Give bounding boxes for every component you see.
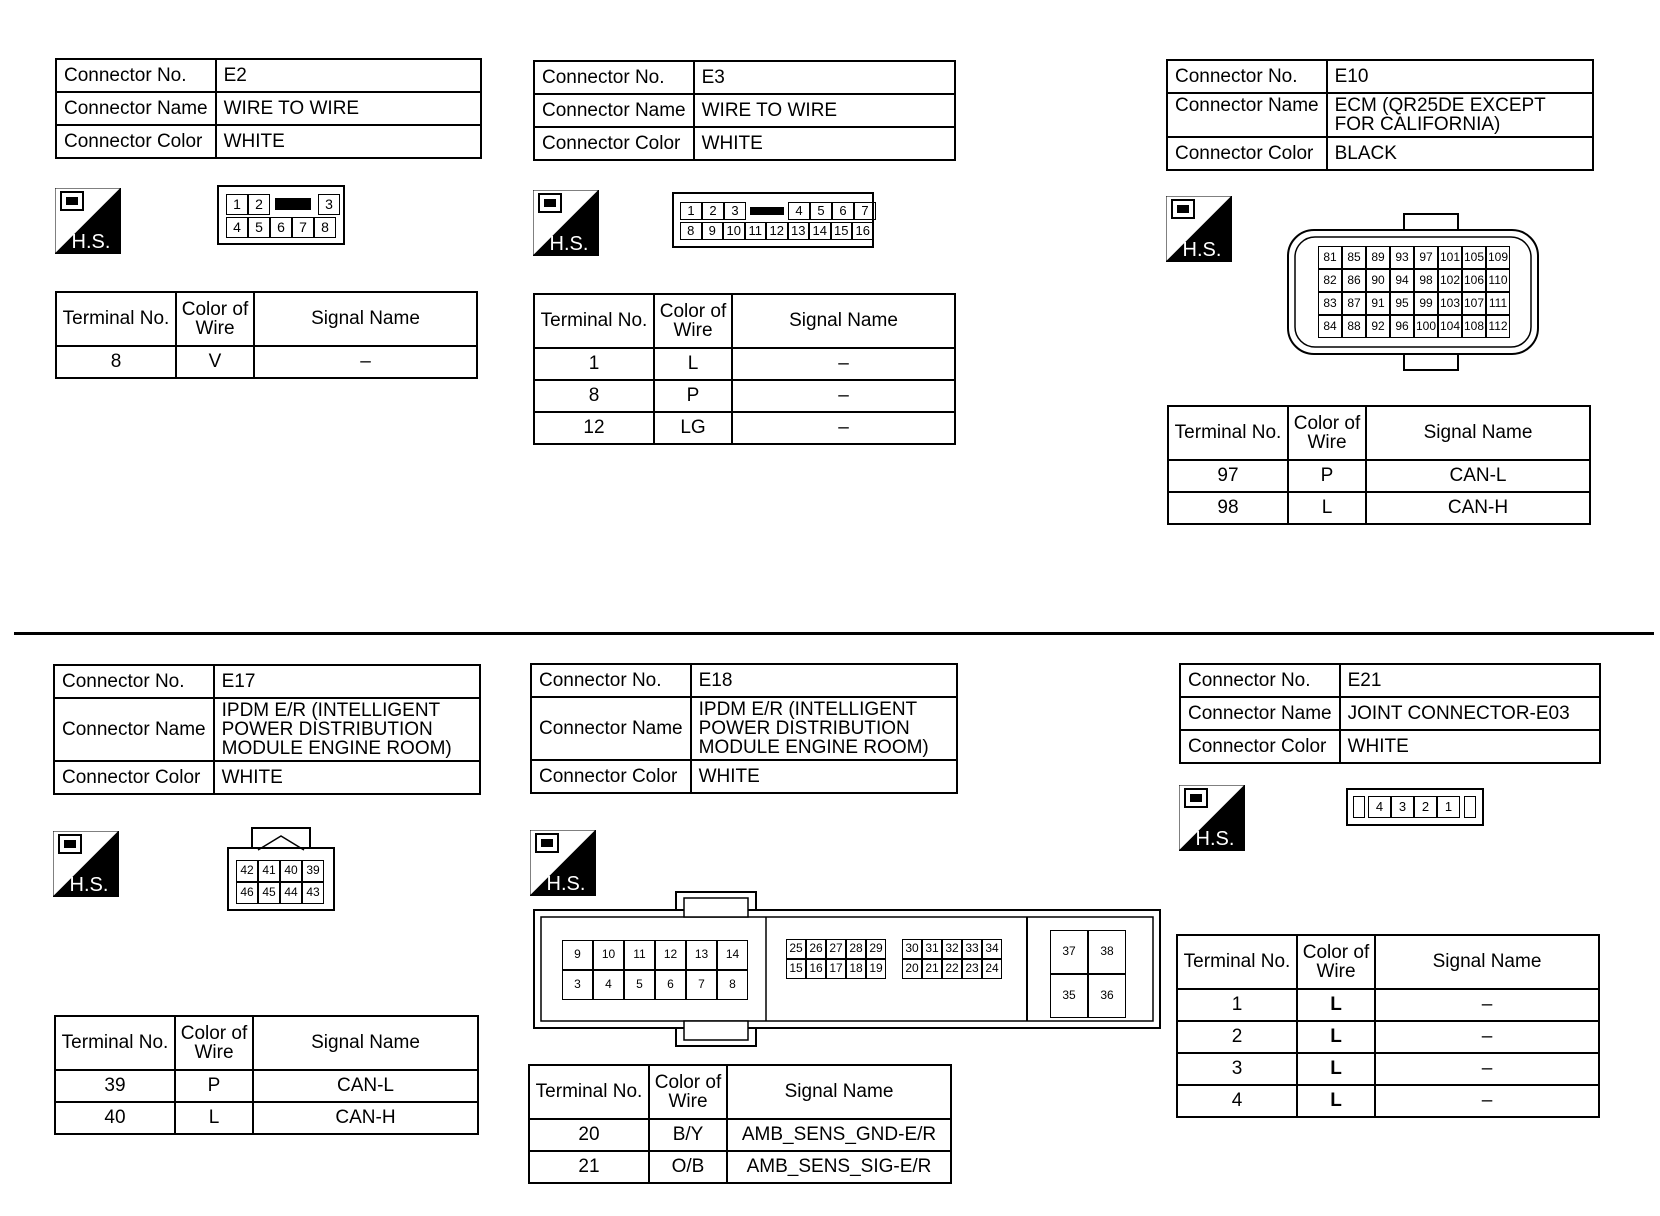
pin-15: 15 [831,222,853,240]
pin-110: 110 [1486,269,1510,292]
table-row [1168,460,1590,492]
label-connector-no: Connector No. [1167,60,1327,93]
table-row [56,346,477,378]
connector-color-value: WHITE [694,127,955,160]
pin-7: 7 [686,970,717,1000]
pin-3: 3 [724,202,746,220]
header-terminal-no: Terminal No. [1168,406,1288,460]
pin-31: 31 [922,939,942,959]
label-connector-no: Connector No. [1180,664,1340,697]
wire-color: O/B [649,1151,727,1183]
terminal-no: 8 [56,346,176,378]
connector-e17-terminal-table [54,1015,479,1135]
connector-color-value: BLACK [1327,137,1593,170]
header-signal-name: Signal Name [1366,406,1590,460]
pin-1: 1 [1437,796,1460,818]
svg-text:H.S.: H.S. [1195,828,1235,850]
connector-name-value: IPDM E/R (INTELLIGENT POWER DISTRIBUTION MODULE ENGINE ROOM) [214,698,480,761]
label-connector-no: Connector No. [531,664,691,697]
pin-28: 28 [846,939,866,959]
pin-106: 106 [1462,269,1486,292]
pin-45: 45 [258,882,280,904]
pin-7: 7 [292,217,314,238]
header-terminal-no: Terminal No. [529,1065,649,1119]
terminal-no: 97 [1168,460,1288,492]
wire-color: L [1297,1085,1375,1117]
terminal-no: 21 [529,1151,649,1183]
table-row [1177,1085,1599,1117]
header-terminal-no: Terminal No. [56,292,176,346]
pin-46: 46 [236,882,258,904]
pin-36: 36 [1088,974,1126,1018]
wire-color: L [1297,1021,1375,1053]
table-row [529,1119,951,1151]
label-connector-name: Connector Name [531,697,691,760]
pin-88: 88 [1342,315,1366,338]
harness-side-icon [53,831,119,897]
pin-41: 41 [258,860,280,882]
pin-5: 5 [624,970,655,1000]
signal-name: CAN-L [253,1070,478,1102]
pin-99: 99 [1414,292,1438,315]
end-latch [1464,796,1476,818]
connector-no-value: E18 [691,664,957,697]
pin-35: 35 [1050,974,1088,1018]
table-row [534,380,955,412]
header-color-of-wire: Color of Wire [175,1016,253,1070]
connector-e21-terminal-table [1176,934,1600,1118]
pin-4: 4 [226,217,248,238]
section-divider [14,632,1654,635]
header-signal-name: Signal Name [254,292,477,346]
pin-24: 24 [982,959,1002,979]
pin-101: 101 [1438,246,1462,269]
table-row [534,348,955,380]
pin-98: 98 [1414,269,1438,292]
pin-111: 111 [1486,292,1510,315]
wire-color: LG [654,412,732,444]
pin-4: 4 [593,970,624,1000]
connector-e21-info [1179,663,1601,764]
pin-26: 26 [806,939,826,959]
pin-23: 23 [962,959,982,979]
connector-e17-info [53,664,481,795]
pin-32: 32 [942,939,962,959]
pin-13: 13 [788,222,810,240]
pin-43: 43 [302,882,324,904]
signal-name: – [1375,989,1599,1021]
pin-42: 42 [236,860,258,882]
wire-color: L [654,348,732,380]
pin-10: 10 [723,222,745,240]
terminal-no: 20 [529,1119,649,1151]
harness-side-icon [533,190,599,256]
table-row [55,1070,478,1102]
wire-color: L [1297,1053,1375,1085]
pin-16: 16 [852,222,874,240]
wire-color: P [175,1070,253,1102]
signal-name: – [1375,1021,1599,1053]
signal-name: – [254,346,477,378]
pin-8: 8 [717,970,748,1000]
pin-2: 2 [1414,796,1437,818]
pin-8: 8 [680,222,702,240]
table-row [1177,1021,1599,1053]
signal-name: – [1375,1085,1599,1117]
terminal-no: 1 [1177,989,1297,1021]
wire-color: P [1288,460,1366,492]
harness-side-icon [530,830,596,896]
table-row [534,412,955,444]
pin-112: 112 [1486,315,1510,338]
pin-9: 9 [702,222,724,240]
pin-1: 1 [226,194,248,215]
pin-8: 8 [314,217,336,238]
label-connector-name: Connector Name [1167,93,1327,137]
pin-107: 107 [1462,292,1486,315]
connector-e3-info [533,60,956,161]
label-connector-color: Connector Color [1180,730,1340,763]
connector-e18-info [530,663,958,794]
connector-e2-terminal-table [55,291,478,379]
connector-name-value: JOINT CONNECTOR-E03 [1340,697,1600,730]
wire-color: L [1297,989,1375,1021]
connector-e10-info [1166,59,1594,171]
terminal-no: 4 [1177,1085,1297,1117]
pin-33: 33 [962,939,982,959]
pin-39: 39 [302,860,324,882]
pin-83: 83 [1318,292,1342,315]
header-signal-name: Signal Name [727,1065,951,1119]
pin-82: 82 [1318,269,1342,292]
label-connector-name: Connector Name [54,698,214,761]
header-signal-name: Signal Name [1375,935,1599,989]
pin-90: 90 [1366,269,1390,292]
pin-93: 93 [1390,246,1414,269]
pin-29: 29 [866,939,886,959]
harness-side-icon [1166,196,1232,262]
pin-11: 11 [745,222,767,240]
connector-color-value: WHITE [216,125,481,158]
label-connector-color: Connector Color [534,127,694,160]
pin-108: 108 [1462,315,1486,338]
pin-30: 30 [902,939,922,959]
pin-1: 1 [680,202,702,220]
pin-103: 103 [1438,292,1462,315]
label-connector-color: Connector Color [56,125,216,158]
pin-7: 7 [854,202,876,220]
svg-text:H.S.: H.S. [69,874,109,896]
terminal-no: 2 [1177,1021,1297,1053]
key-bar [750,207,784,215]
header-signal-name: Signal Name [732,294,955,348]
signal-name: – [732,348,955,380]
connector-no-value: E21 [1340,664,1600,697]
pin-91: 91 [1366,292,1390,315]
pin-14: 14 [809,222,831,240]
signal-name: – [732,380,955,412]
pin-20: 20 [902,959,922,979]
signal-name: CAN-H [1366,492,1590,524]
pin-13: 13 [686,940,717,970]
pin-96: 96 [1390,315,1414,338]
header-terminal-no: Terminal No. [534,294,654,348]
connector-name-value: ECM (QR25DE EXCEPT FOR CALIFORNIA) [1327,93,1593,137]
harness-side-icon [55,188,121,254]
connector-no-value: E3 [694,61,955,94]
pin-3: 3 [318,194,340,215]
wire-color: P [654,380,732,412]
label-connector-no: Connector No. [56,59,216,92]
harness-side-icon [1179,785,1245,851]
pin-3: 3 [562,970,593,1000]
pin-9: 9 [562,940,593,970]
label-connector-no: Connector No. [534,61,694,94]
pin-16: 16 [806,959,826,979]
pin-95: 95 [1390,292,1414,315]
label-connector-no: Connector No. [54,665,214,698]
pin-102: 102 [1438,269,1462,292]
pin-44: 44 [280,882,302,904]
pin-92: 92 [1366,315,1390,338]
table-row [1177,989,1599,1021]
pin-2: 2 [248,194,270,215]
signal-name: CAN-L [1366,460,1590,492]
header-signal-name: Signal Name [253,1016,478,1070]
connector-name-value: WIRE TO WIRE [694,94,955,127]
connector-color-value: WHITE [214,761,480,794]
pin-11: 11 [624,940,655,970]
label-connector-name: Connector Name [56,92,216,125]
pin-100: 100 [1414,315,1438,338]
terminal-no: 12 [534,412,654,444]
header-terminal-no: Terminal No. [1177,935,1297,989]
signal-name: AMB_SENS_GND-E/R [727,1119,951,1151]
svg-text:H.S.: H.S. [549,233,589,255]
pin-104: 104 [1438,315,1462,338]
pin-10: 10 [593,940,624,970]
terminal-no: 40 [55,1102,175,1134]
pin-5: 5 [248,217,270,238]
pin-81: 81 [1318,246,1342,269]
pin-14: 14 [717,940,748,970]
pin-25: 25 [786,939,806,959]
header-color-of-wire: Color of Wire [649,1065,727,1119]
connector-e3-terminal-table [533,293,956,445]
pin-86: 86 [1342,269,1366,292]
pin-37: 37 [1050,930,1088,974]
wire-color: L [1288,492,1366,524]
connector-name-value: WIRE TO WIRE [216,92,481,125]
pin-27: 27 [826,939,846,959]
signal-name: – [732,412,955,444]
pin-4: 4 [1368,796,1391,818]
pin-38: 38 [1088,930,1126,974]
terminal-no: 39 [55,1070,175,1102]
pin-6: 6 [832,202,854,220]
pin-22: 22 [942,959,962,979]
wire-color: B/Y [649,1119,727,1151]
header-color-of-wire: Color of Wire [1288,406,1366,460]
svg-text:H.S.: H.S. [546,873,586,895]
table-row [1177,1053,1599,1085]
connector-e10-terminal-table [1167,405,1591,525]
terminal-no: 1 [534,348,654,380]
pin-34: 34 [982,939,1002,959]
key-bar [275,198,311,210]
connector-color-value: WHITE [1340,730,1600,763]
pin-6: 6 [270,217,292,238]
connector-no-value: E2 [216,59,481,92]
end-latch [1353,796,1365,818]
signal-name: AMB_SENS_SIG-E/R [727,1151,951,1183]
pin-21: 21 [922,959,942,979]
signal-name: CAN-H [253,1102,478,1134]
wire-color: V [176,346,254,378]
pin-15: 15 [786,959,806,979]
pin-89: 89 [1366,246,1390,269]
pin-18: 18 [846,959,866,979]
table-row [1168,492,1590,524]
pin-5: 5 [810,202,832,220]
label-connector-name: Connector Name [534,94,694,127]
signal-name: – [1375,1053,1599,1085]
pin-97: 97 [1414,246,1438,269]
terminal-no: 8 [534,380,654,412]
pin-40: 40 [280,860,302,882]
pin-3: 3 [1391,796,1414,818]
header-color-of-wire: Color of Wire [654,294,732,348]
connector-color-value: WHITE [691,760,957,793]
pin-2: 2 [702,202,724,220]
wire-color: L [175,1102,253,1134]
pin-85: 85 [1342,246,1366,269]
svg-text:H.S.: H.S. [1182,239,1222,261]
connector-e18-terminal-table [528,1064,952,1184]
header-color-of-wire: Color of Wire [1297,935,1375,989]
pin-12: 12 [766,222,788,240]
connector-no-value: E17 [214,665,480,698]
pin-4: 4 [788,202,810,220]
pin-19: 19 [866,959,886,979]
terminal-no: 3 [1177,1053,1297,1085]
table-row [529,1151,951,1183]
terminal-no: 98 [1168,492,1288,524]
pin-84: 84 [1318,315,1342,338]
connector-name-value: IPDM E/R (INTELLIGENT POWER DISTRIBUTION MODULE ENGINE ROOM) [691,697,957,760]
pin-12: 12 [655,940,686,970]
label-connector-color: Connector Color [531,760,691,793]
hs-label: H.S. [71,231,111,253]
header-terminal-no: Terminal No. [55,1016,175,1070]
header-color-of-wire: Color of Wire [176,292,254,346]
label-connector-color: Connector Color [1167,137,1327,170]
pin-94: 94 [1390,269,1414,292]
pin-109: 109 [1486,246,1510,269]
connector-no-value: E10 [1327,60,1593,93]
connector-e2-info [55,58,482,159]
label-connector-color: Connector Color [54,761,214,794]
pin-105: 105 [1462,246,1486,269]
table-row [55,1102,478,1134]
pin-6: 6 [655,970,686,1000]
pin-87: 87 [1342,292,1366,315]
pin-17: 17 [826,959,846,979]
label-connector-name: Connector Name [1180,697,1340,730]
